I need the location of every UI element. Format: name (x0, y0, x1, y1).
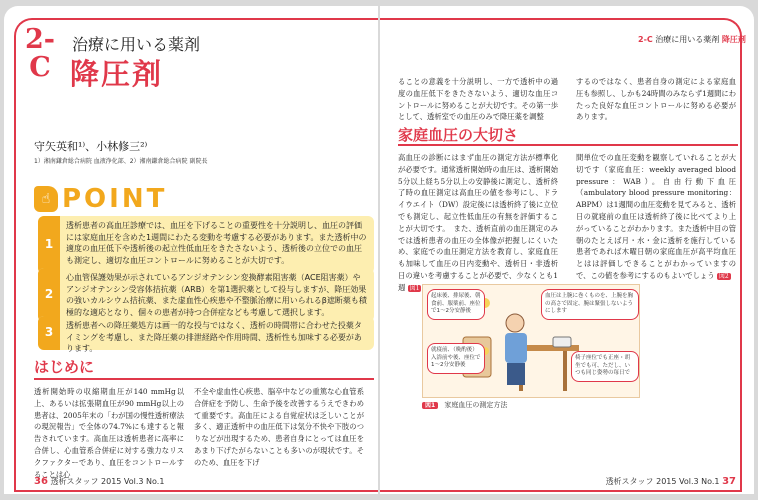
point-number: 3 (38, 316, 60, 350)
left-page (4, 6, 378, 494)
hand-icon: ☝ (34, 186, 58, 212)
point-number: 1 (38, 216, 60, 274)
figure-caption (422, 400, 507, 410)
point-label: POINT (62, 184, 168, 214)
intro-column-1: 透析開始時の収縮期血圧が140 mmHg以上、あるいは拡張期血圧が90 mmHg以上の患者は、2005年末の「わが国の慢性透析療法の現況報告」で全体の74.7%にも達すると報告されています。高血圧は透析患者に高率に合併し、心血管系合併症に対する強力なリスクファクターであり、血圧をコントロールすることは心 (34, 387, 184, 479)
figure-ref: 図2 (718, 272, 729, 280)
heading-rule (398, 144, 738, 146)
affiliations: 1）湘南鎌倉総合病院 血液浄化部、2）湘南鎌倉総合病院 副院長 (34, 158, 208, 165)
point-text: 透析患者への降圧薬処方は画一的な投与ではなく、透析の時間帯に合わせた投薬タイミングを考慮し、また降圧薬の排泄経路や作用時間、透析性も加味する必要があります。 (66, 321, 362, 353)
running-header (638, 34, 746, 45)
page-number: 36 (34, 476, 48, 487)
intro-column-2: 不全や虚血性心疾患、脳卒中などの重篤な心血管系合併症を予防し、生命予後を改善するうえできわめて重要です。高血圧による自覚症状は乏しいことが多く、適正透析中の血圧低下は気分不快や下肢のつりなどが出現するため、患者自身にとっては血圧をあまり下げたがらないことも多いのが現状です。そのため、血圧を下げ (194, 387, 364, 467)
footer-right (606, 476, 736, 487)
section-subtitle: 治療に用いる薬剤 (72, 35, 201, 54)
top-column-1: ることの意義を十分説明し、一方で透析中の過度の血圧低下をきたさないよう、適切な血圧コントロールに努めることが大切です。その第一歩として、透析室での血圧のみで降圧薬を調整 (398, 77, 558, 122)
point-box-1 (38, 216, 374, 274)
figure-ref: 図1 (409, 284, 420, 292)
authors: 守矢英和¹⁾、小林修三²⁾ (34, 140, 148, 153)
section-number: 2-C (25, 24, 55, 83)
evening-bubble: 就寝前、（晩酌後）入浴前や後、座位で1～2分安静後 (427, 343, 485, 374)
footer-text: 透析スタッフ 2015 Vol.3 No.1 (50, 477, 165, 486)
header-title: 降圧剤 (721, 35, 746, 44)
page-number: 37 (722, 476, 736, 487)
home-column-2 (576, 152, 736, 283)
home-text-2: 間単位での血圧変動を観察していれることが大切です（家庭血圧：weekly averaged blood pressure：WAB）。自由行動下血圧（ambulatory blood pressure monitoring：ABPM）は1週間の血圧変動を見てみると、透析日の就寝前の血圧は透析終了後に比べてより上がっていることがわかります。また透析中目の管朝のたとえば月・水・金に透析を施行している患者であれば木曜日朝の家庭血圧が高平均血圧とはは評価しできることがわかっていますので、この値を参考にするのもよいでしょう (576, 153, 736, 280)
figure-home-bp (422, 284, 640, 398)
header-sub: 治療に用いる薬剤 (655, 35, 720, 44)
footer-text: 透析スタッフ 2015 Vol.3 No.1 (605, 477, 720, 486)
home-text-1: 高血圧の診断にはまず血圧の測定方法が標準化が必要です。通常透析開始時の血圧は、透析開始5分以上経ち5分以上の安静後に測定し、透析終了時の血圧測定は高血圧の値を参考にし、ドライウエイト（DW）設定後には透析終了後に立位でも測定し、起立性低血圧の有無を評価することが大切です。 また、透析直前の血圧測定のみでは透析患者の血圧の全体像が把握しにくいため、家庭での血圧測定方法を教育し、家庭血圧も加味して血圧の日内変動や、透析日・非透析日の違いを考慮することが必要で、少なくとも1週 (398, 153, 558, 292)
footer-left (34, 476, 164, 487)
morning-bubble: 起床後、排尿後、朝食前、服薬前、座位で1～2分安静後 (427, 289, 485, 320)
point-number: 2 (38, 268, 60, 322)
cuff-bubble: 血圧は上腕に巻くものを、上腕を胸の高さで固定、腕は緊張しないようにします (541, 289, 639, 320)
header-tag: 2-C (638, 35, 653, 44)
point-box-2 (38, 268, 374, 322)
top-column-2: するのではなく、患者自身の測定による家庭血圧も参照し、しかも24時間のみならず1週間にわたった良好な血圧コントロールに努める必要があります。 (576, 77, 736, 122)
point-header (34, 184, 167, 214)
article-title: 降圧剤 (70, 57, 164, 91)
home-bp-heading: 家庭血圧の大切さ (398, 126, 519, 144)
figure-label: 図1 (422, 402, 438, 409)
heading-rule (34, 378, 374, 380)
intro-heading: はじめに (34, 358, 95, 376)
posture-bubble: 椅子座位でも正座・胡坐でも可、ただし、いつも同じ姿勢の毎日で (571, 351, 639, 382)
point-text: 心血管保護効果が示されているアンジオテンシン変換酵素阻害薬（ACE阻害薬）やアンジオテンシン受容体拮抗薬（ARB）を第1選択薬として投与しますが、降圧効果の強いカルシウム拮抗薬、また虚血性心疾患や不整脈治療に用いられるβ遮断薬も積極的な適応となり、個々の患者が持つ合併症なども考慮して選択します。 (66, 273, 367, 317)
right-page (380, 6, 754, 494)
point-box-3 (38, 316, 374, 353)
caption-text: 家庭血圧の測定方法 (444, 401, 508, 409)
point-text: 透析患者の高血圧診療では、血圧を下げることの重要性を十分説明し、血圧の評価には家庭血圧を含めた1週間にわたる変動を考慮する必要があります。また透析中の適度の血圧低下や透析後の起立性低血圧をきたさないよう、透析後の立位での血圧も測定し、適切な血圧コントロールに努めることが大切です。 (66, 221, 367, 265)
home-column-1 (398, 152, 558, 295)
